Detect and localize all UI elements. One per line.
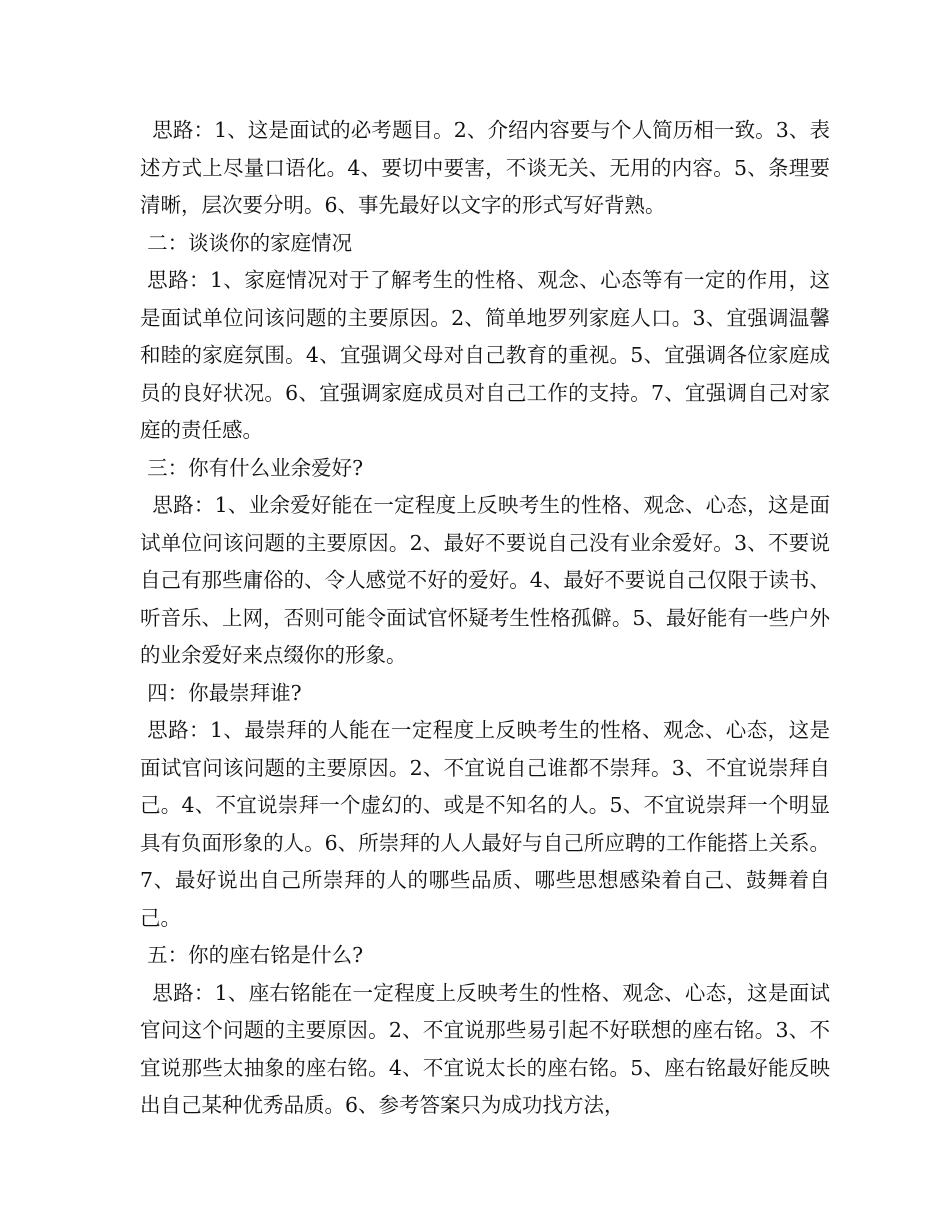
paragraph-motto-thinking: 思路：1、座右铭能在一定程度上反映考生的性格、观念、心态，这是面试官问这个问题的主要原因。2、不宜说那些易引起不好联想的座右铭。3、不宜说那些太抽象的座右铭。4、不宜说太长的座右铭。5、座右铭最好能反映出自己某种优秀品质。6、参考答案只为成功找方法，	[140, 980, 830, 1117]
paragraph-hobby-thinking: 思路：1、业余爱好能在一定程度上反映考生的性格、观念、心态，这是面试单位问该问题的主要原因。2、最好不要说自己没有业余爱好。3、不要说自己有那些庸俗的、令人感觉不好的爱好。4、最好不要说自己仅限于读书、听音乐、上网，否则可能令面试官怀疑考生性格孤僻。5、最好能有一些户外的业余爱好来点缀你的形象。	[140, 493, 830, 667]
paragraph-idol-thinking: 思路：1、最崇拜的人能在一定程度上反映考生的性格、观念、心态，这是面试官问该问题的主要原因。2、不宜说自己谁都不崇拜。3、不宜说崇拜自己。4、不宜说崇拜一个虚幻的、或是不知名的人。5、不宜说崇拜一个明显具有负面形象的人。6、所崇拜的人人最好与自己所应聘的工作能搭上关系。7、最好说出自己所崇拜的人的哪些品质、哪些思想感染着自己、鼓舞着自己。	[140, 718, 830, 930]
heading-family-question: 二：谈谈你的家庭情况	[147, 230, 353, 255]
heading-idol-question: 四：你最崇拜谁?	[147, 680, 302, 705]
paragraph-intro-thinking: 思路：1、这是面试的必考题目。2、介绍内容要与个人简历相一致。3、表述方式上尽量口语化。4、要切中要害，不谈无关、无用的内容。5、条理要清晰，层次要分明。6、事先最好以文字的形式写好背熟。	[140, 118, 830, 217]
heading-hobby-question: 三：你有什么业余爱好?	[147, 455, 364, 480]
document-body	[140, 112, 830, 1125]
heading-motto-question: 五：你的座右铭是什么?	[147, 943, 364, 967]
paragraph-family-thinking: 思路：1、家庭情况对于了解考生的性格、观念、心态等有一定的作用，这是面试单位问该问题的主要原因。2、简单地罗列家庭人口。3、宜强调温馨和睦的家庭氛围。4、宜强调父母对自己教育的重视。5、宜强调各位家庭成员的良好状况。6、宜强调家庭成员对自己工作的支持。7、宜强调自己对家庭的责任感。	[140, 268, 830, 442]
